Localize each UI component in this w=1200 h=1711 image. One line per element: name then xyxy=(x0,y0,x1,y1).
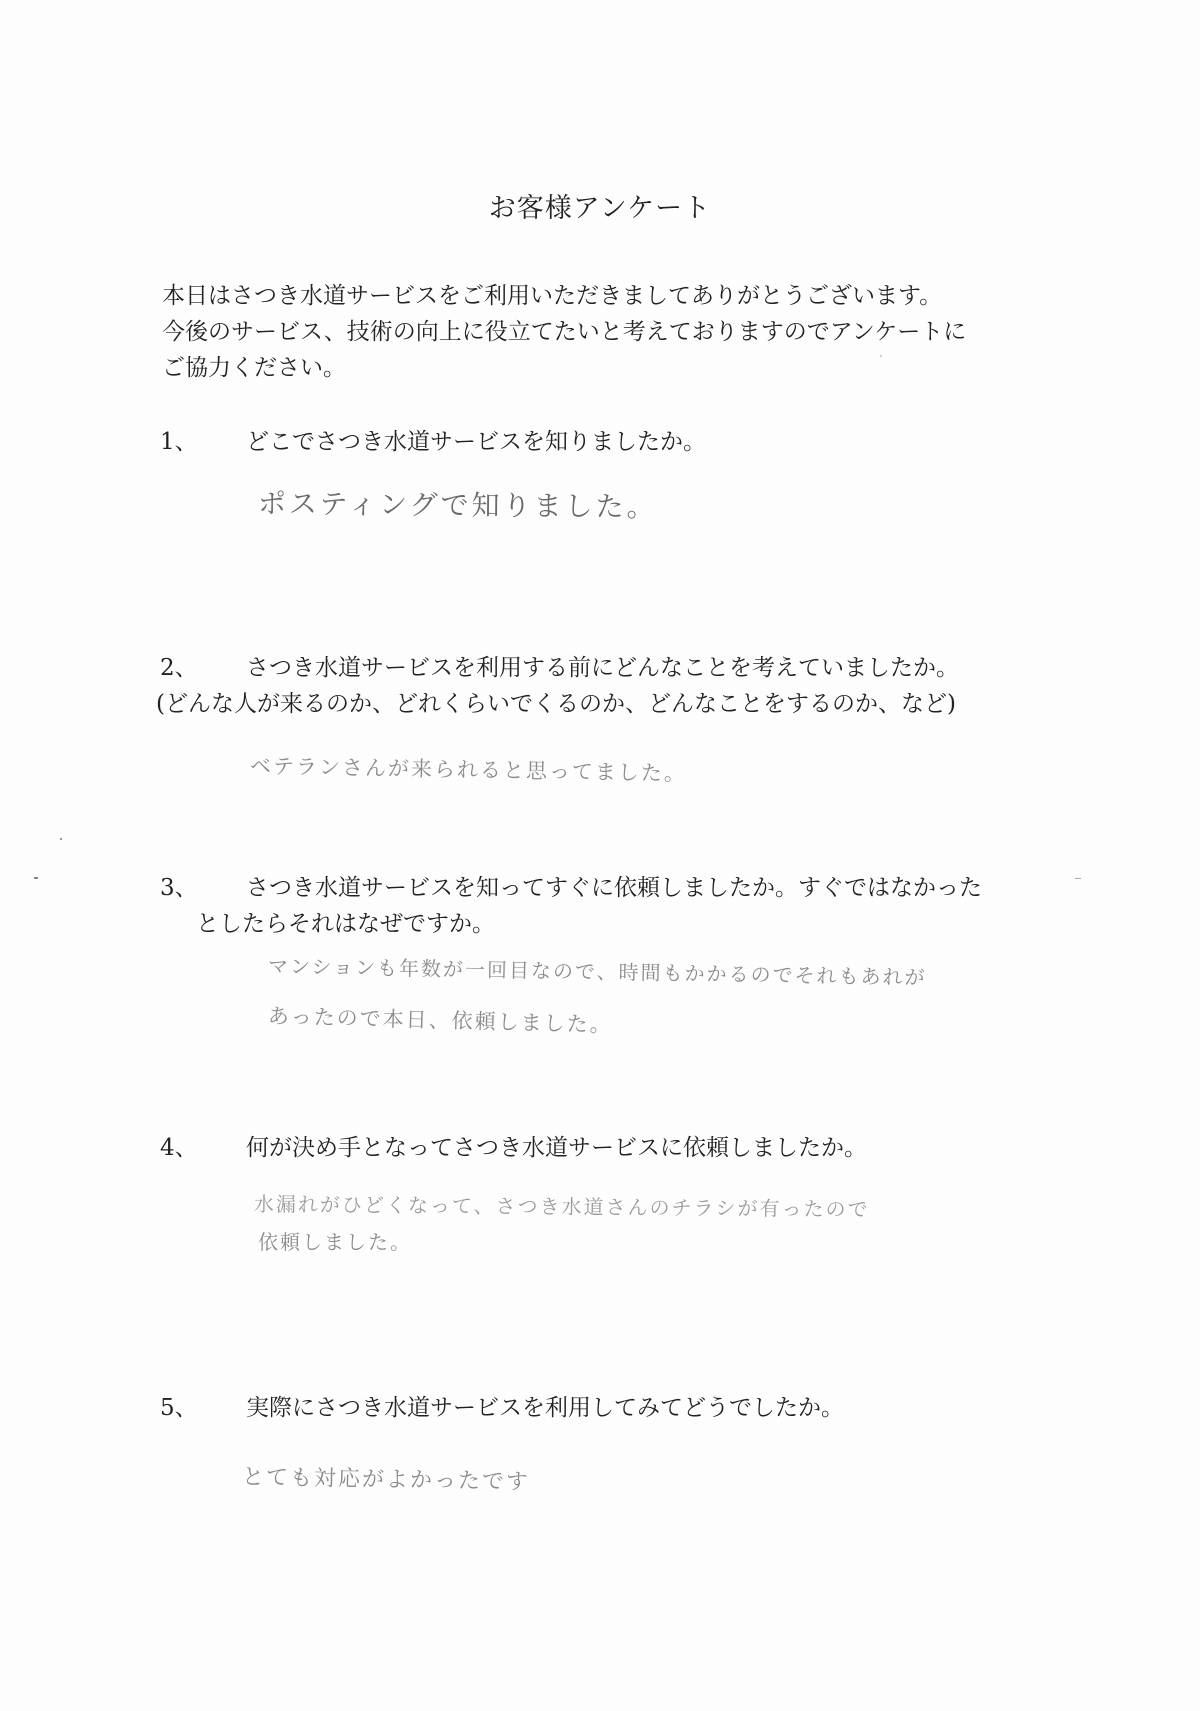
handwritten-answer-2: ベテランさんが来られると思ってました。 xyxy=(249,754,688,786)
handwritten-answer-3-line-1: マンションも年数が一回目なので、時間もかかるのでそれもあれが xyxy=(267,954,927,990)
handwritten-answer-1: ポスティングで知りました。 xyxy=(257,487,658,524)
handwritten-answer-4-line-1: 水漏れがひどくなって、さつき水道さんのチラシが有ったので xyxy=(253,1192,870,1222)
intro-line-1: 本日はさつき水道サービスをご利用いただきましてありがとうございます。 xyxy=(162,283,943,309)
question-subtext: としたらそれはなぜですか。 xyxy=(196,911,495,937)
question-text: どこでさつき水道サービスを知りましたか。 xyxy=(246,429,706,455)
scan-speck xyxy=(34,877,38,879)
question-text: さつき水道サービスを知ってすぐに依頼しましたか。すぐではなかった xyxy=(246,875,982,901)
question-number: 3、 xyxy=(160,875,198,901)
question-1 xyxy=(160,424,706,460)
handwritten-answer-4-line-2: 依頼しました。 xyxy=(258,1230,412,1254)
question-text: さつき水道サービスを利用する前にどんなことを考えていましたか。 xyxy=(246,655,959,681)
question-2 xyxy=(156,650,959,722)
handwritten-answer-3-line-2: あったので本日、依頼しました。 xyxy=(267,1004,613,1038)
question-4 xyxy=(160,1130,867,1166)
page-title: お客様アンケート xyxy=(488,193,712,224)
question-5 xyxy=(160,1390,844,1426)
question-subtext: (どんな人が来るのか、どれくらいでくるのか、どんなことをするのか、など) xyxy=(156,691,956,717)
question-number: 4、 xyxy=(160,1135,198,1161)
intro-line-3: ご協力ください。 xyxy=(162,355,346,381)
scan-speck xyxy=(60,838,62,840)
intro-line-2: 今後のサービス、技術の向上に役立てたいと考えておりますのでアンケートに xyxy=(162,319,967,345)
question-number: 2、 xyxy=(160,655,198,681)
question-text: 実際にさつき水道サービスを利用してみてどうでしたか。 xyxy=(246,1395,844,1421)
question-number: 1、 xyxy=(160,429,198,455)
question-3 xyxy=(160,870,982,942)
question-number: 5、 xyxy=(160,1395,198,1421)
scan-speck xyxy=(880,355,882,357)
question-text: 何が決め手となってさつき水道サービスに依頼しましたか。 xyxy=(246,1135,867,1161)
handwritten-answer-5: とても対応がよかったです xyxy=(241,1465,531,1496)
intro-text xyxy=(162,278,1062,386)
scan-speck xyxy=(1075,878,1081,879)
